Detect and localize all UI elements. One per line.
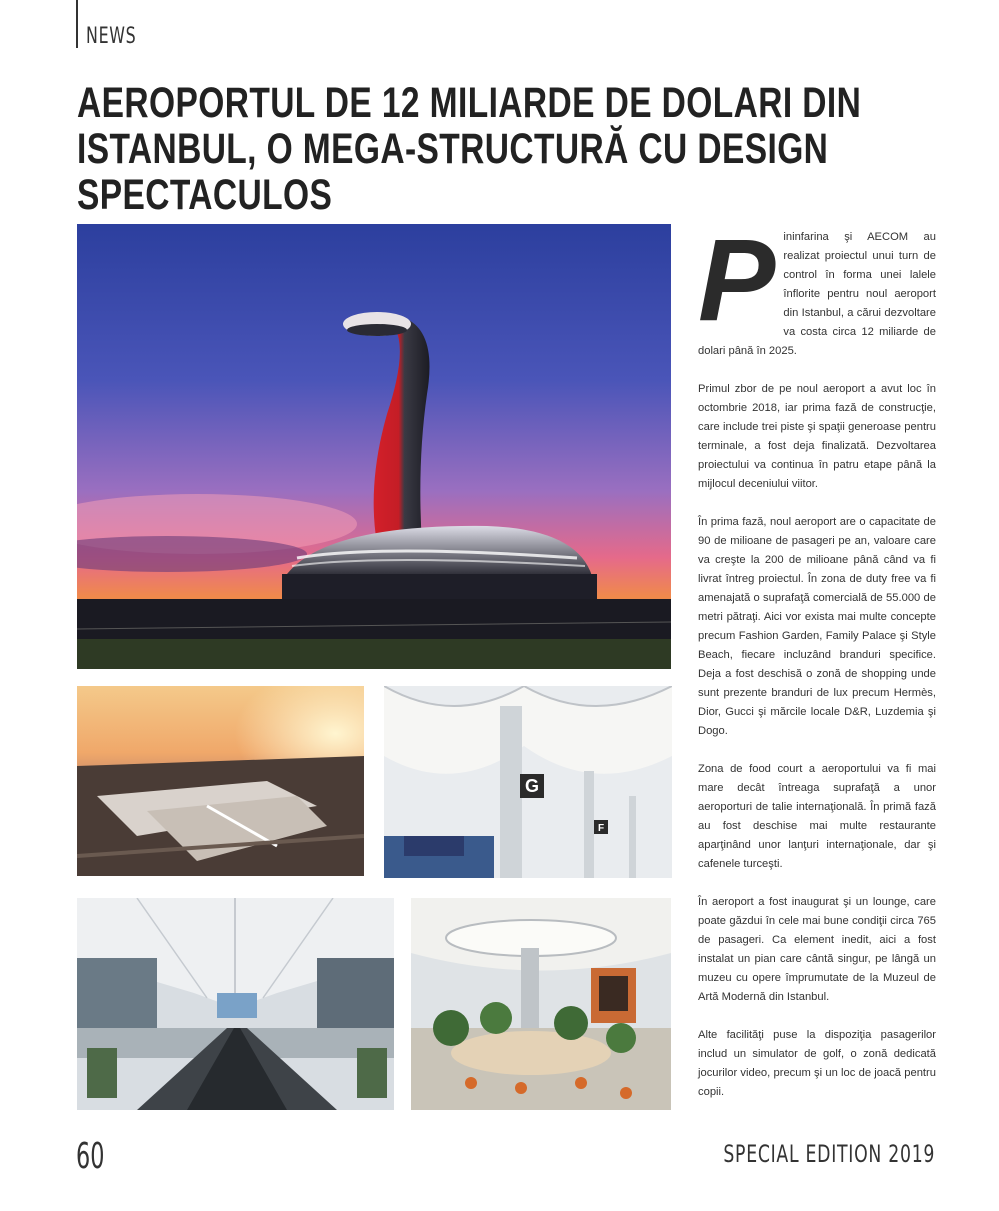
photo-aerial-view	[77, 686, 364, 876]
article-paragraph-4: Zona de food court a aeroportului va fi mai mare decât întreaga suprafaţă a unor aeroporturi de talie internaţională. În primă fază au fost deschise mai multe restaurante aparţinând unor lanţuri internaţionale, dar şi cafenele turceşti.	[698, 763, 936, 870]
section-label: NEWS	[86, 24, 137, 49]
photo-terminal-gates	[384, 686, 672, 878]
photo-escalator-hall	[77, 898, 394, 1110]
photo-food-court	[411, 898, 671, 1110]
gate-g-sign: G	[524, 776, 540, 796]
article-headline: AEROPORTUL DE 12 MILIARDE DE DOLARI DIN ISTANBUL, O MEGA-STRUCTURĂ CU DESIGN SPECTACULOS	[77, 79, 862, 219]
article-paragraph-3: În prima fază, noul aeroport are o capacitate de 90 de milioane de pasageri pe an, valoare care va creşte la 200 de milioane până când va fi livrat întreg proiectul. În zona de duty free va fi amenajată o suprafaţă comercială de 55.000 de metri pătraţi. Aici vor exista mai multe concepte precum Fashion Garden, Family Palace şi Style Beach, fiecare incluzând branduri specifice. Deja a fost deschisă o zonă de shopping unde sunt prezente branduri de lux precum Hermès, Dior, Gucci şi mărcile locale D&R, Luzdemia şi Dogo.	[698, 516, 936, 737]
article-paragraph-5: În aeroport a fost inaugurat şi un lounge, care poate găzdui în cele mai bune condiţii circa 765 de pasageri. Ca element inedit, aici a fost instalat un pian care cântă singur, pe lângă un muzeu cu opere împrumutate de la Muzeul de Artă Modernă din Istanbul.	[698, 896, 936, 1003]
edition-label: SPECIAL EDITION 2019	[723, 1140, 935, 1168]
page-number: 60	[76, 1136, 105, 1177]
section-rule	[76, 0, 78, 48]
drop-cap: P	[698, 215, 776, 345]
photo-control-tower	[77, 224, 671, 669]
article-paragraph-2: Primul zbor de pe noul aeroport a avut loc în octombrie 2018, iar prima fază de construcţie, care include trei piste şi spaţii generoase pentru terminale, a fost deja finalizată. Dezvoltarea proiectului va continua în patru etape până la mijlocul deceniului viitor.	[698, 383, 936, 490]
article-body	[698, 215, 936, 1121]
article-paragraph-6: Alte facilităţi puse la dispoziţia pasagerilor includ un simulator de golf, o zonă dedicată jocurilor video, precum şi un loc de joacă pentru copii.	[698, 1029, 936, 1098]
gate-f-sign: F	[597, 823, 605, 834]
article-paragraph-1: Pininfarina şi AECOM au realizat proiectul unui turn de control în forma unei lalele înflorite pentru noul aeroport din Istanbul, a cărui dezvoltare va costa circa 12 miliarde de dolari până în 2025.	[698, 215, 936, 357]
